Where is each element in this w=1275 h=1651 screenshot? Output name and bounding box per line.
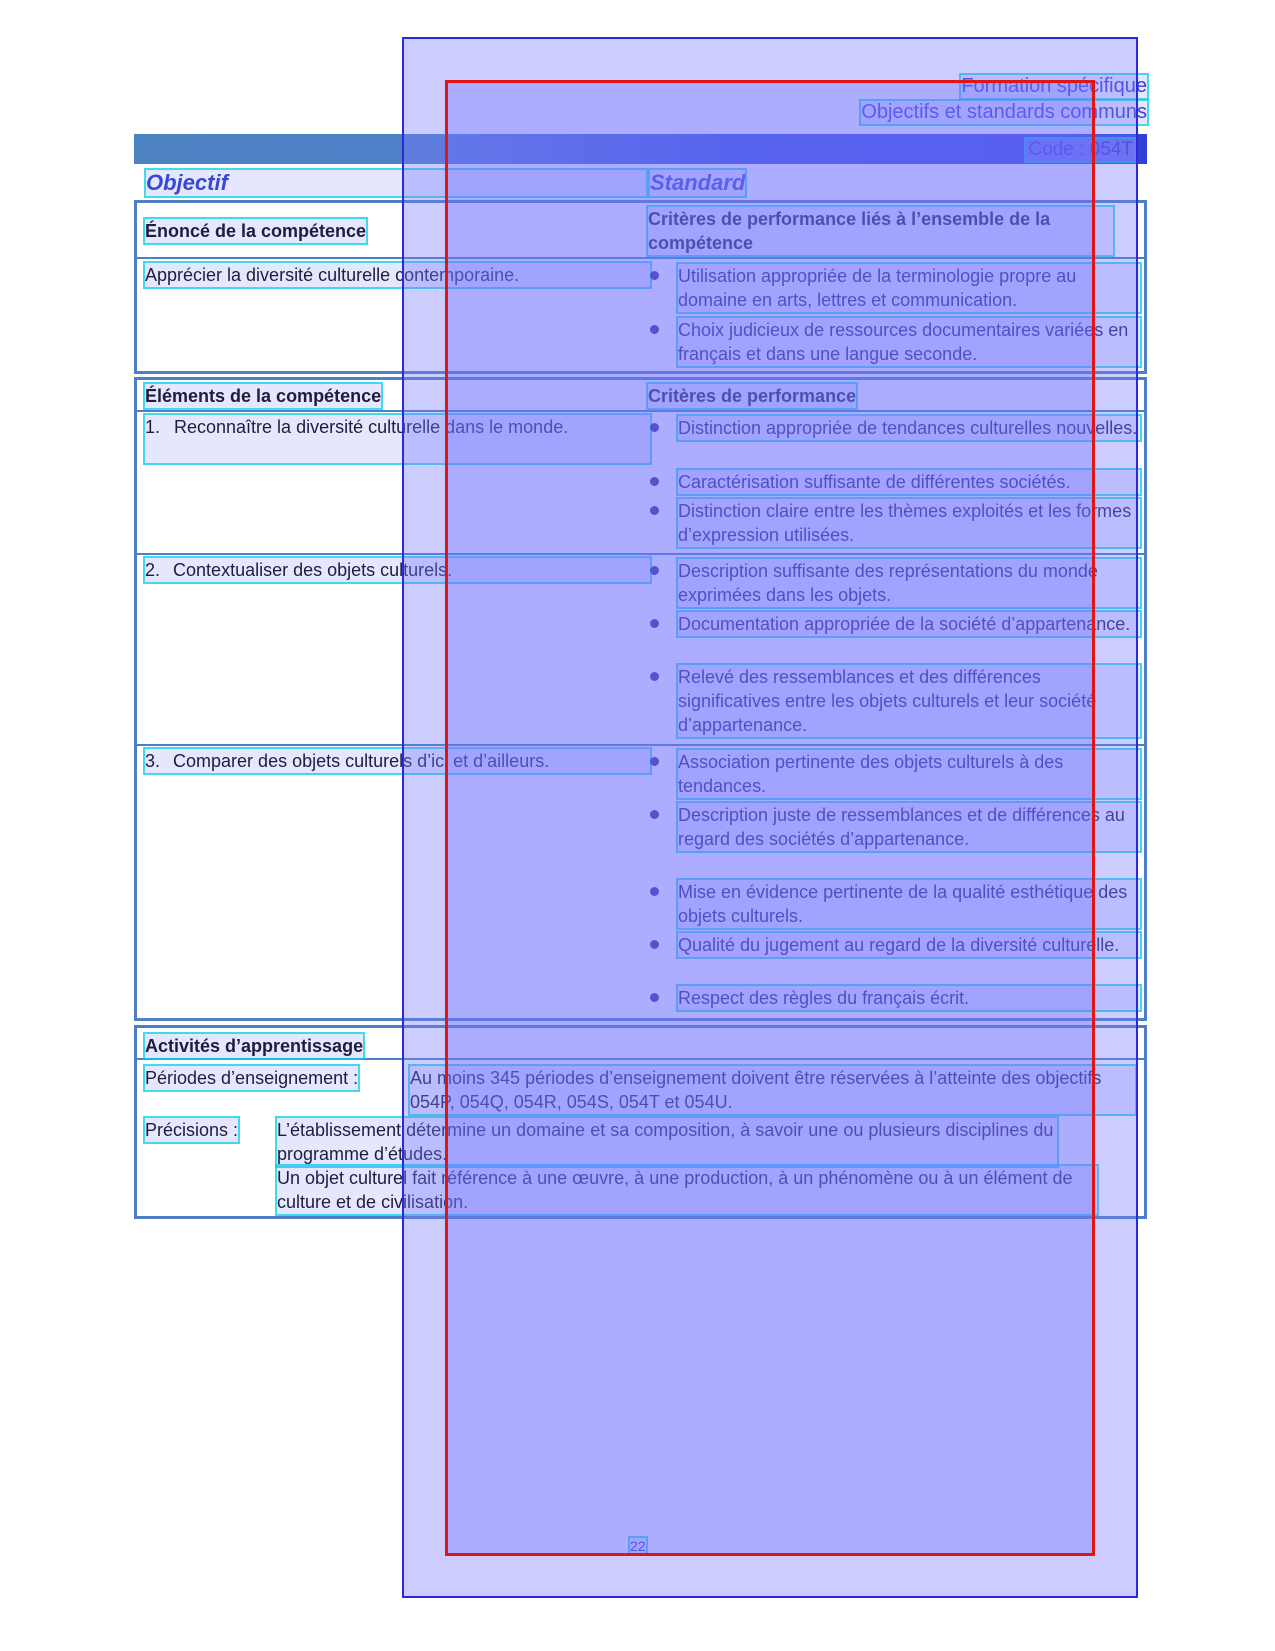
- page-number: 22: [630, 1538, 646, 1554]
- standard-heading: Standard: [650, 170, 746, 195]
- element-text: Reconnaître la diversité culturelle dans le monde.: [174, 417, 569, 437]
- activities-heading: Activités d’apprentissage: [145, 1036, 364, 1056]
- criterion-text: Mise en évidence pertinente de la qualité esthétique des objets culturels.: [678, 880, 1140, 928]
- precision-1: L’établissement détermine un domaine et sa composition, à savoir une ou plusieurs disciplines du programme d’études.: [277, 1118, 1057, 1166]
- periods-label: Périodes d’enseignement :: [145, 1068, 359, 1088]
- criterion-text: Respect des règles du français écrit.: [678, 986, 1140, 1010]
- element-text: Comparer des objets culturels d’ici et d’ailleurs.: [173, 751, 550, 771]
- objective-heading: Objectif: [146, 170, 646, 196]
- criterion-text: Documentation appropriée de la société d’appartenance.: [678, 612, 1140, 636]
- criterion-text: Distinction claire entre les thèmes exploités et les formes d’expression utilisées.: [678, 499, 1140, 547]
- element-number: 3.: [145, 751, 161, 771]
- criterion-text: Utilisation appropriée de la terminologie propre au domaine en arts, lettres et communication.: [678, 264, 1140, 312]
- precisions-label: Précisions :: [145, 1120, 239, 1140]
- inner-highlight-region: [445, 80, 1095, 1556]
- header-line-2: Objectifs et standards communs: [861, 101, 1147, 123]
- criterion-text: Choix judicieux de ressources documentaires variées en français et dans une langue seconde.: [678, 318, 1140, 366]
- precision-2: Un objet culturel fait référence à une œuvre, à une production, à un phénomène ou à un élément de culture et de civilisation.: [277, 1166, 1097, 1214]
- competence-criteria-heading: Critères de performance liés à l’ensemble de la compétence: [648, 207, 1113, 255]
- competence-heading: Énoncé de la compétence: [145, 221, 367, 241]
- element-text: Contextualiser des objets culturels.: [173, 560, 453, 580]
- criterion-text: Distinction appropriée de tendances culturelles nouvelles.: [678, 416, 1140, 440]
- elements-criteria-heading: Critères de performance: [648, 386, 857, 406]
- element-number: 2.: [145, 560, 161, 580]
- competence-statement: Apprécier la diversité culturelle contemporaine.: [145, 263, 650, 287]
- criterion-text: Relevé des ressemblances et des différences significatives entre les objets culturels et leur société d’appartenance.: [678, 665, 1140, 737]
- criterion-text: Description suffisante des représentations du monde exprimées dans les objets.: [678, 559, 1140, 607]
- elements-heading: Éléments de la compétence: [145, 386, 382, 406]
- element-number: 1.: [145, 417, 161, 437]
- periods-text: Au moins 345 périodes d’enseignement doivent être réservées à l’atteinte des objectifs 054P, 054Q, 054R, 054S, 054T et 054U.: [410, 1066, 1135, 1114]
- criterion-text: Description juste de ressemblances et de différences au regard des sociétés d’appartenance.: [678, 803, 1140, 851]
- header-line-1: Formation spécifique: [961, 75, 1147, 97]
- objective-code: Code : 054T: [1028, 139, 1133, 160]
- criterion-text: Association pertinente des objets culturels à des tendances.: [678, 750, 1140, 798]
- criterion-text: Qualité du jugement au regard de la diversité culturelle.: [678, 933, 1140, 957]
- criterion-text: Caractérisation suffisante de différentes sociétés.: [678, 470, 1140, 494]
